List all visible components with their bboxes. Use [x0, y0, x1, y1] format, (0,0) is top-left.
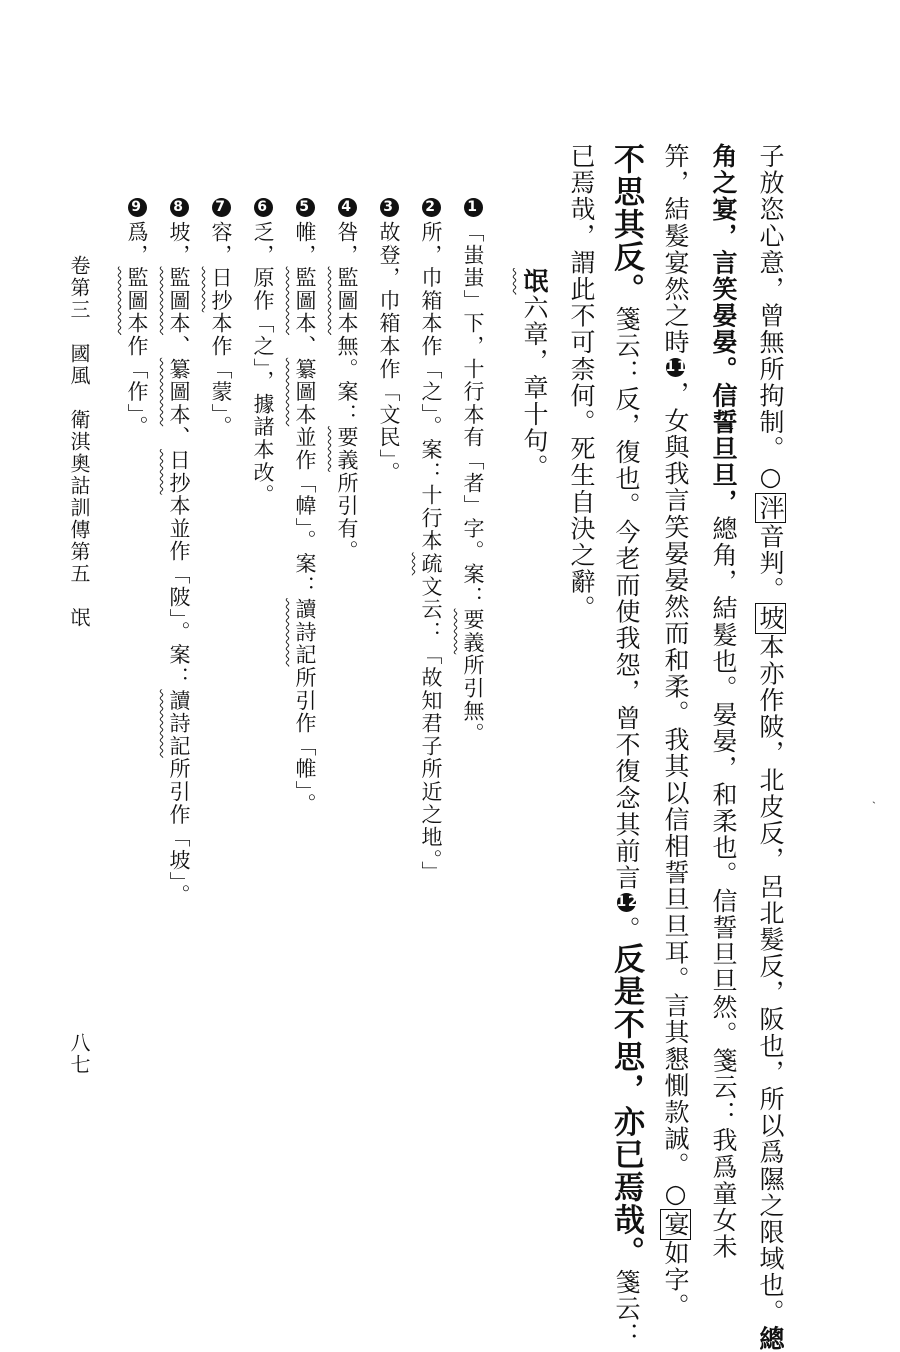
commentary-text: 本作「蒙」。	[209, 312, 233, 439]
classic-verse-text: 不思其反。	[608, 143, 644, 306]
note-number: 9	[128, 198, 147, 217]
classic-verse-text: 反是不思，亦已焉哉。	[608, 942, 644, 1269]
source-title: 氓	[520, 268, 549, 295]
commentary-text: 總角，結髮也。晏晏，和柔也。信誓旦旦然。箋云：我爲童女未	[709, 515, 738, 1261]
commentary-text: 本亦作陂，北皮反，	[756, 633, 785, 874]
source-title: 讀詩記	[293, 598, 317, 667]
note-reference-marker: 12	[616, 894, 640, 911]
source-title: 監圖本	[293, 266, 317, 336]
commentary-text: 音判。	[756, 523, 785, 604]
stray-mark: ˏ	[872, 790, 876, 804]
note-number: 2	[422, 198, 441, 217]
source-title: 日抄	[167, 449, 191, 495]
note-number: 1	[464, 198, 483, 217]
note-reference-marker: 11	[665, 358, 689, 375]
commentary-text: 。	[612, 916, 641, 943]
collation-note	[336, 196, 357, 563]
commentary-text: 文云：「故知君子所近之地。」	[419, 575, 443, 885]
source-title: 監圖本	[125, 266, 149, 336]
chapter-summary	[522, 268, 547, 481]
source-title: 讀詩記	[167, 689, 191, 758]
collation-note	[126, 196, 147, 439]
main-text-column-4	[608, 143, 644, 1349]
main-text-column-1	[758, 143, 783, 1352]
commentary-text: 、	[293, 335, 317, 358]
commentary-text: 笄，結髮宴然之時	[661, 143, 690, 356]
source-title: 監圖本	[335, 266, 359, 336]
collation-note	[252, 196, 273, 507]
note-number: 7	[212, 198, 231, 217]
main-text-column-5	[569, 143, 594, 622]
annotated-character: 泮	[756, 494, 785, 522]
collation-note	[378, 196, 399, 484]
commentary-text: 乏，原作「之」，據諸本改。	[251, 221, 275, 507]
commentary-text: 箋云：	[612, 1268, 641, 1349]
commentary-text: 六章，章十句。	[520, 294, 549, 481]
main-text-column-3	[663, 143, 688, 1320]
commentary-text: 呂北髮反，阪也，所以爲隰之限域也。	[756, 873, 785, 1326]
commentary-text: 作「作」。	[125, 335, 149, 439]
commentary-text: ，女與我言笑晏晏然而和柔。我其以信相誓旦旦耳。言其懇惻款誠。○	[661, 380, 690, 1210]
commentary-text: 所引作「坡」。	[167, 757, 191, 907]
commentary-text: 本並作「陂」。案：	[167, 494, 191, 690]
commentary-text: 所，巾箱本作「之」。案：十行本	[419, 221, 443, 553]
commentary-text: 已焉哉，謂此不可柰何。死生自決之辭。	[567, 143, 596, 622]
note-number: 6	[254, 198, 273, 217]
main-text-column-2	[711, 143, 736, 1260]
commentary-text: 箋云：反，復也。今老而使我怨，曾不復念其前言	[612, 306, 641, 892]
collation-note	[420, 196, 441, 884]
source-title: 監圖本	[167, 266, 191, 336]
commentary-text: 故登，巾箱本作「文民」。	[377, 221, 401, 485]
classic-verse-text: 總	[756, 1325, 785, 1352]
commentary-text: 所引作「帷」。	[293, 666, 317, 816]
commentary-text: 所引有。	[335, 471, 359, 564]
source-title: 纂圖本	[293, 357, 317, 427]
page-number: 八七	[67, 1032, 91, 1076]
classic-verse-text: 角之宴，言笑晏晏。	[709, 143, 738, 383]
collation-note	[294, 196, 315, 816]
note-number: 5	[296, 198, 315, 217]
source-title: 日抄	[209, 266, 233, 313]
commentary-text: 爲，	[125, 221, 149, 267]
source-title: 要義	[335, 426, 359, 472]
commentary-text: 所引無。	[461, 654, 485, 746]
commentary-text: 坡，	[167, 221, 191, 267]
running-head: 卷第三 國風 衛淇奧詁訓傳第五 氓	[67, 255, 91, 629]
classic-verse-text: 信誓旦旦，	[709, 382, 738, 516]
source-title: 要義	[461, 608, 485, 655]
commentary-text: 帷，	[293, 221, 317, 267]
annotated-character: 坡	[756, 605, 785, 632]
collation-note	[210, 196, 231, 439]
commentary-text: 無。案：	[335, 335, 359, 427]
annotated-character: 宴	[661, 1211, 690, 1239]
collation-note	[168, 196, 189, 907]
commentary-text: 如字。	[661, 1240, 690, 1320]
source-title: 纂圖本	[167, 357, 191, 427]
collation-note	[462, 196, 483, 745]
note-number: 3	[380, 198, 399, 217]
commentary-text: 容，	[209, 221, 233, 267]
commentary-text: 並作「幃」。案：	[293, 426, 317, 599]
note-number: 4	[338, 198, 357, 217]
source-title: 疏	[419, 552, 443, 576]
note-number: 8	[170, 198, 189, 217]
commentary-text: 「蚩蚩」下，十行本有「者」字。案：	[461, 221, 485, 609]
commentary-text: 、	[167, 335, 191, 358]
commentary-text: 咎，	[335, 221, 359, 267]
commentary-text: 子放恣心意，曾無所拘制。○	[756, 143, 785, 493]
commentary-text: 、	[167, 426, 191, 450]
